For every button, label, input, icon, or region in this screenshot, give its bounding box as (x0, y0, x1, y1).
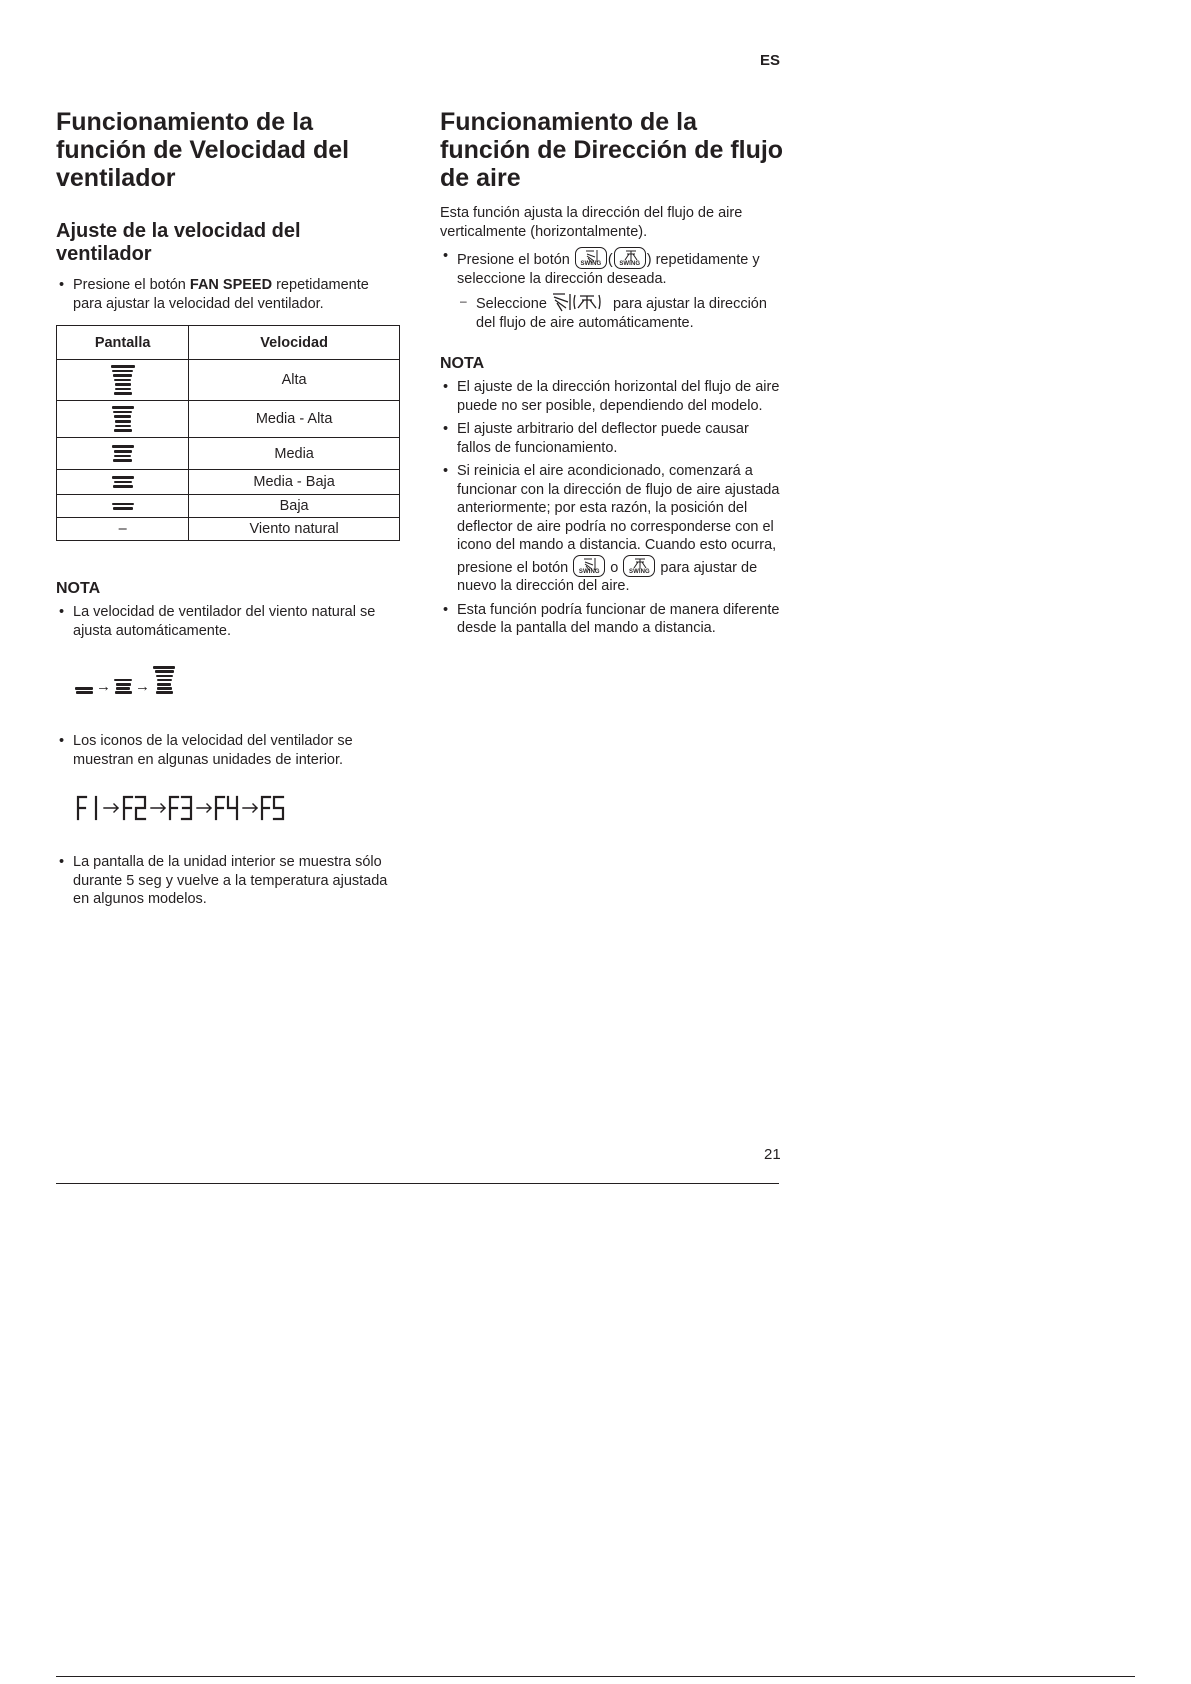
fan-speed-section (56, 108, 401, 914)
col-header-speed: Velocidad (189, 326, 400, 360)
swing-label: SWING (628, 568, 650, 575)
table-row (57, 360, 400, 401)
table-row (57, 470, 400, 495)
note-item: • El ajuste de la dirección horizontal del flujo de aire puede no ser posible, dependiendo del modelo. (440, 378, 785, 415)
speed-cell: Media - Alta (189, 401, 400, 438)
note-item: • Los iconos de la velocidad del ventilador se muestran en algunas unidades de interior. (56, 732, 401, 769)
fan-bars-1-icon (75, 687, 93, 694)
instruction-prefix: Presione el botón (73, 277, 190, 293)
fan-speed-title: Funcionamiento de la función de Velocidad del ventilador (56, 108, 350, 192)
fan-speed-segment-sequence (76, 793, 401, 823)
fan-bars-1-icon (57, 495, 189, 518)
page-bottom-divider (56, 1676, 1135, 1677)
note-text: para ajustar de nuevo la dirección del aire. (457, 559, 758, 594)
language-tag: ES (760, 52, 781, 69)
horizontal-swing-button-icon (623, 555, 655, 577)
fan-bars-5-icon (57, 360, 189, 401)
horizontal-swing-button-icon (614, 247, 646, 269)
airflow-title: Funcionamiento de la función de Dirección de flujo de aire (440, 108, 784, 192)
fan-bars-2-icon (57, 470, 189, 495)
fan-bars-3-icon (57, 438, 189, 470)
display-cell: – (57, 518, 189, 541)
speed-cell: Alta (189, 360, 400, 401)
table-row (57, 438, 400, 470)
arrow-right-icon: → (135, 678, 150, 695)
instruction-suffix: repetidamente y seleccione la dirección deseada. (457, 252, 760, 287)
fan-bars-5-icon (153, 666, 175, 694)
airflow-sub-item (457, 292, 785, 332)
speed-cell: Baja (189, 495, 400, 518)
note-list (56, 603, 401, 640)
note-text: Si reinicia el aire acondicionado, comenzará a funcionar con la dirección de flujo de aire ajustada anteriormente; por esta razón, la posición del deflector de aire podría no corresponderse con el icono del mando a distancia. Cuando esto ocurra, presione el botón (457, 463, 780, 576)
speed-cell: Viento natural (189, 518, 400, 541)
note-list (56, 853, 401, 909)
table-header-row (57, 326, 400, 360)
swing-label: SWING (580, 261, 602, 267)
airflow-direction-section (440, 108, 785, 643)
sub-suffix: para ajustar la dirección del flujo de aire automáticamente. (476, 296, 767, 331)
footer-divider (56, 1183, 779, 1184)
fan-speed-button-name: FAN SPEED (189, 277, 273, 293)
note-title: NOTA (440, 355, 485, 372)
segment-display-icon (76, 793, 306, 823)
table-row (57, 495, 400, 518)
speed-cell: Media (189, 438, 400, 470)
note-list (56, 732, 401, 769)
instruction-prefix: Presione el botón (457, 252, 574, 268)
note-item: • Esta función podría funcionar de manera diferente desde la pantalla del mando a distancia. (440, 601, 785, 638)
note-text: o (606, 559, 623, 576)
table-row (57, 518, 400, 541)
fan-speed-instructions (56, 276, 401, 313)
airflow-instruction: • Presione el botón SWING ( SWING ) repetidamente y seleccione la dirección deseada. – Seleccione para ajustar la dirección del flujo de aire automáticamente. (440, 247, 785, 332)
page-number: 21 (764, 1146, 781, 1163)
col-header-display: Pantalla (57, 326, 189, 360)
fan-bars-4-icon (57, 401, 189, 438)
note-list (440, 378, 785, 638)
note-item: • El ajuste arbitrario del deflector puede causar fallos de funcionamiento. (440, 420, 785, 457)
airflow-instructions (440, 247, 785, 332)
fan-bars-3-icon (114, 679, 132, 694)
swing-label: SWING (619, 261, 641, 267)
fan-speed-subtitle: Ajuste de la velocidad del ventilador (56, 220, 301, 265)
swing-label: SWING (578, 568, 600, 575)
fan-speed-table (56, 325, 400, 541)
vertical-swing-button-icon (575, 247, 607, 269)
sub-prefix: Seleccione (476, 296, 551, 312)
note-item (440, 462, 785, 596)
note-title: NOTA (56, 580, 101, 597)
table-row (57, 401, 400, 438)
note-item: • La velocidad de ventilador del viento natural se ajusta automáticamente. (56, 603, 401, 640)
natural-wind-sequence (75, 664, 401, 694)
airflow-auto-icons (551, 292, 609, 312)
instruction-suffix: repetidamente para ajustar la velocidad del ventilador. (73, 277, 369, 312)
speed-cell: Media - Baja (189, 470, 400, 495)
airflow-sub-list (457, 292, 785, 332)
airflow-intro: Esta función ajusta la dirección del flujo de aire verticalmente (horizontalmente). (440, 205, 743, 240)
arrow-right-icon: → (96, 678, 111, 695)
vertical-swing-button-icon (573, 555, 605, 577)
fan-speed-instruction (56, 276, 401, 313)
note-item: • La pantalla de la unidad interior se muestra sólo durante 5 seg y vuelve a la temperatura ajustada en algunos modelos. (56, 853, 401, 909)
